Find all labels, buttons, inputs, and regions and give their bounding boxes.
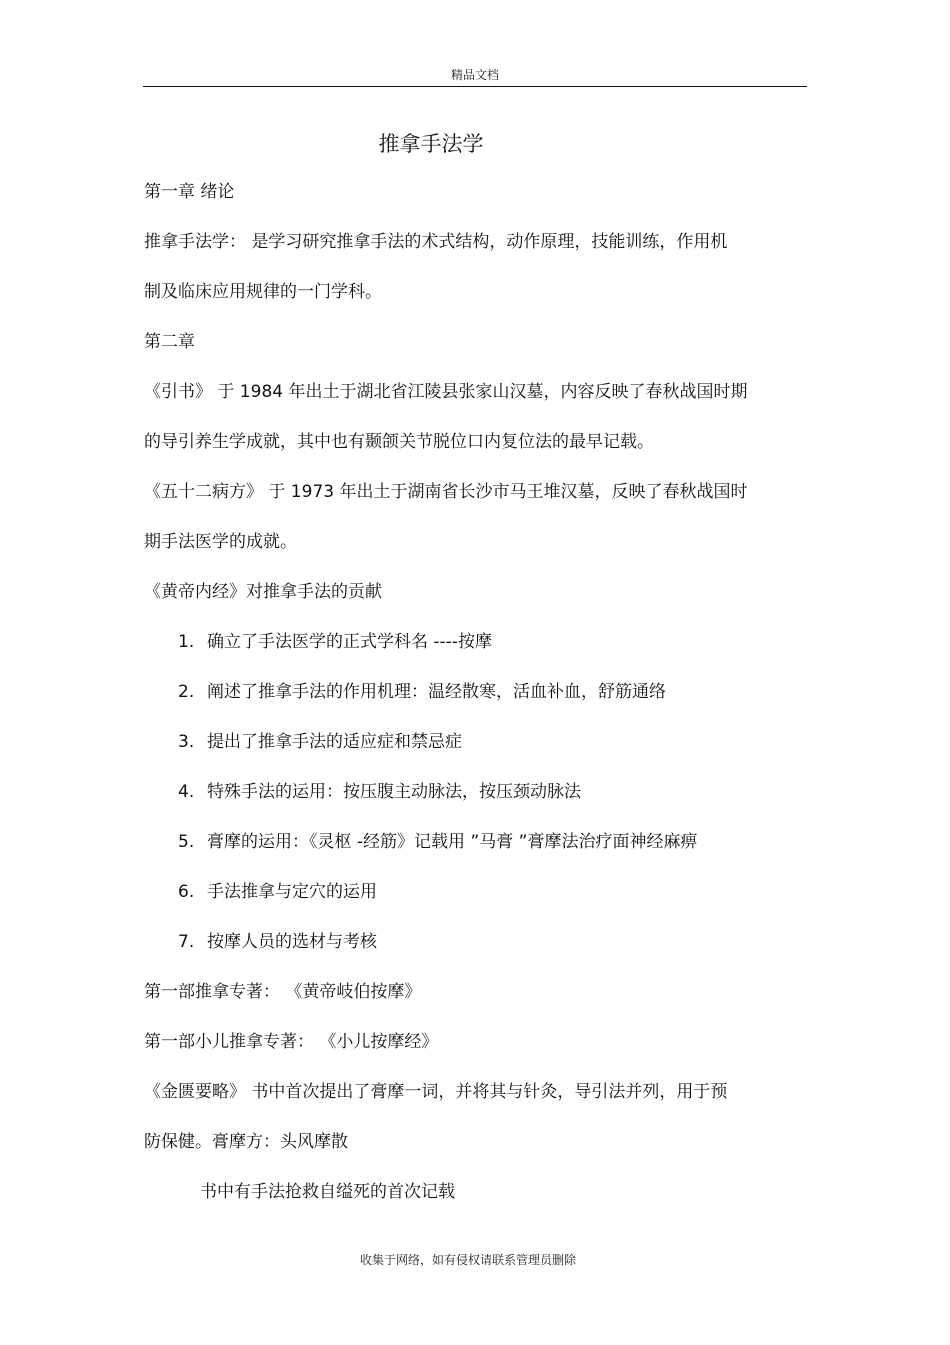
- list-number: 1.: [178, 632, 195, 652]
- section-heading: 《黄帝内经》对推拿手法的贡献: [144, 582, 382, 602]
- list-text: 阐述了推拿手法的作用机理：温经散寒，活血补血，舒筋通络: [207, 682, 666, 702]
- paragraph-line: 第一部小儿推拿专著： 《小儿按摩经》: [144, 1032, 439, 1052]
- list-number: 4.: [178, 782, 195, 802]
- list-item: [178, 781, 581, 803]
- list-number: 6.: [178, 882, 195, 902]
- list-item: [178, 831, 697, 853]
- list-item: [178, 631, 492, 653]
- chapter-one-heading: 第一章 绪论: [144, 182, 235, 202]
- paragraph-line: 第一部推拿专著： 《黄帝岐伯按摩》: [144, 982, 422, 1002]
- list-text: 手法推拿与定穴的运用: [207, 882, 377, 902]
- indented-line: 书中有手法抢救自缢死的首次记载: [200, 1182, 455, 1202]
- list-item: [178, 931, 377, 953]
- chapter-two-heading: 第二章: [144, 332, 195, 352]
- page-header: 精品文档: [450, 68, 499, 82]
- list-item: [178, 681, 666, 703]
- list-number: 2.: [178, 682, 195, 702]
- list-number: 3.: [178, 732, 195, 752]
- list-item: [178, 881, 377, 903]
- paragraph-line: 防保健。膏摩方：头风摩散: [144, 1132, 348, 1152]
- paragraph-line: 《五十二病方》 于 1973 年出土于湖南省长沙市马王堆汉墓，反映了春秋战国时: [144, 482, 748, 502]
- list-text: 特殊手法的运用：按压腹主动脉法，按压颈动脉法: [207, 782, 581, 802]
- list-text: 确立了手法医学的正式学科名 ----按摩: [207, 632, 492, 652]
- header-divider: [143, 86, 807, 87]
- paragraph-line: 期手法医学的成就。: [144, 532, 297, 552]
- list-text: 膏摩的运用：《灵枢 -经筋》记载用 ”马膏 ”膏摩法治疗面神经麻痹: [207, 832, 698, 852]
- paragraph-line: 推拿手法学： 是学习研究推拿手法的术式结构，动作原理，技能训练，作用机: [144, 232, 728, 252]
- paragraph-line: 《引书》 于 1984 年出土于湖北省江陵县张家山汉墓，内容反映了春秋战国时期: [144, 382, 748, 402]
- list-text: 按摩人员的选材与考核: [207, 932, 377, 952]
- paragraph-line: 的导引养生学成就，其中也有颞颌关节脱位口内复位法的最早记载。: [144, 432, 654, 452]
- paragraph-line: 《金匮要略》 书中首次提出了膏摩一词，并将其与针灸，导引法并列，用于预: [144, 1082, 728, 1102]
- document-title: 推拿手法学: [378, 132, 484, 156]
- list-item: [178, 731, 462, 753]
- paragraph-line: 制及临床应用规律的一门学科。: [144, 282, 382, 302]
- list-number: 5.: [178, 832, 195, 852]
- page-footer: 收集于网络，如有侵权请联系管理员删除: [359, 1253, 576, 1267]
- list-text: 提出了推拿手法的适应症和禁忌症: [207, 732, 462, 752]
- list-number: 7.: [178, 932, 195, 952]
